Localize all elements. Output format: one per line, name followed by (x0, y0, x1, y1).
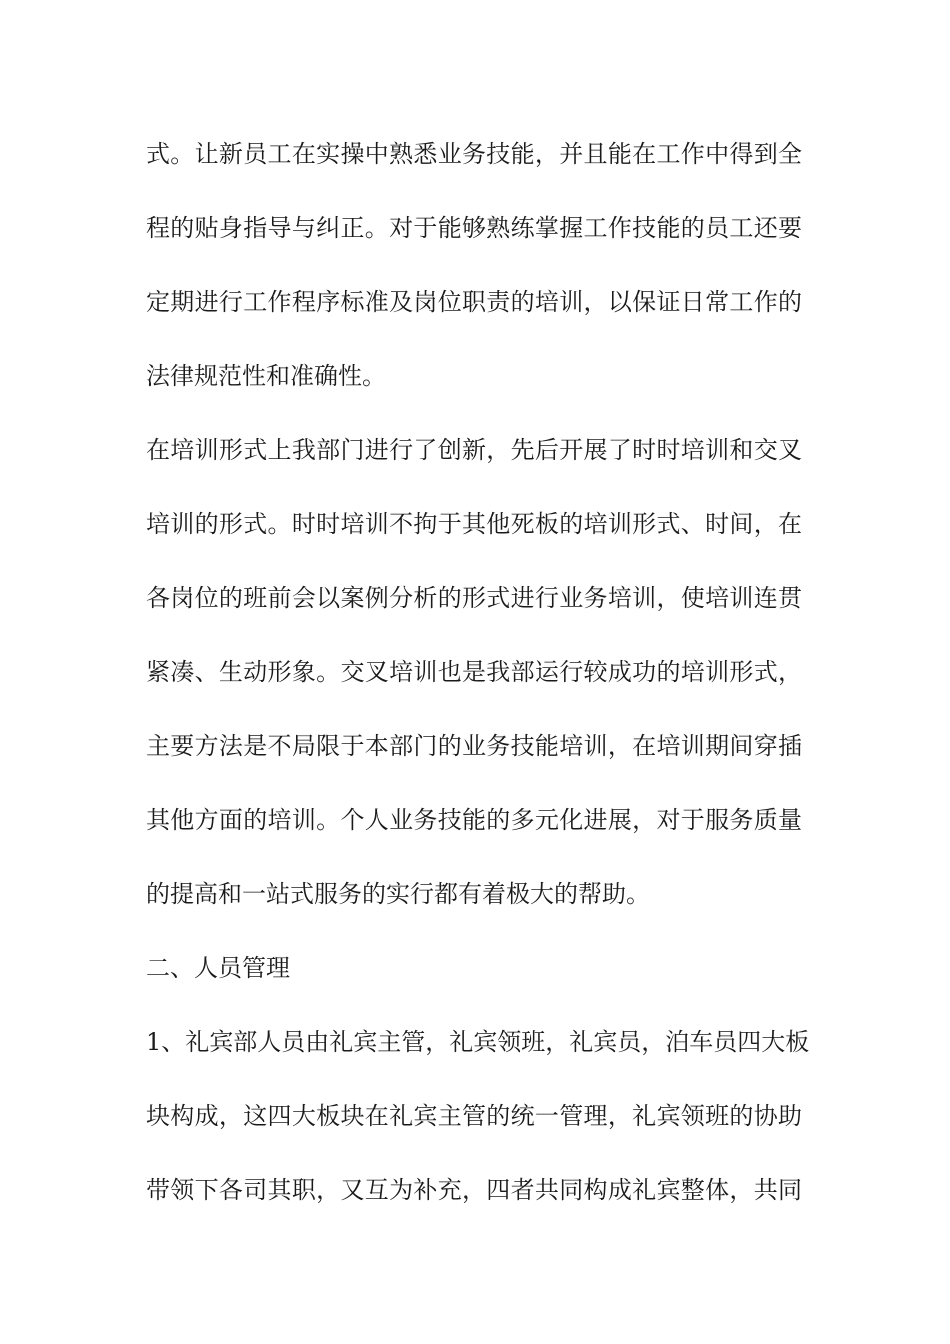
section-heading: 二、人员管理 (146, 954, 290, 982)
text-line: 主要方法是不局限于本部门的业务技能培训，在培训期间穿插 (146, 732, 802, 760)
text-line: 带领下各司其职，又互为补充，四者共同构成礼宾整体，共同 (146, 1176, 802, 1204)
document-page (146, 130, 810, 1240)
text-line: 块构成，这四大板块在礼宾主管的统一管理，礼宾领班的协助 (146, 1102, 802, 1130)
text-line: 紧凑、生动形象。交叉培训也是我部运行较成功的培训形式， (146, 658, 802, 686)
text-line: 程的贴身指导与纠正。对于能够熟练掌握工作技能的员工还要 (146, 214, 802, 242)
text-line: 的提高和一站式服务的实行都有着极大的帮助。 (146, 880, 650, 908)
text-line: 在培训形式上我部门进行了创新，先后开展了时时培训和交叉 (146, 436, 802, 464)
text-line: 培训的形式。时时培训不拘于其他死板的培训形式、时间，在 (146, 510, 802, 538)
text-line: 1、礼宾部人员由礼宾主管，礼宾领班，礼宾员，泊车员四大板 (146, 1028, 810, 1056)
text-line: 式。让新员工在实操中熟悉业务技能，并且能在工作中得到全 (146, 140, 802, 168)
text-line: 法律规范性和准确性。 (146, 362, 386, 390)
text-line: 定期进行工作程序标准及岗位职责的培训，以保证日常工作的 (146, 288, 802, 316)
text-line: 各岗位的班前会以案例分析的形式进行业务培训，使培训连贯 (146, 584, 802, 612)
text-line: 其他方面的培训。个人业务技能的多元化进展，对于服务质量 (146, 806, 802, 834)
